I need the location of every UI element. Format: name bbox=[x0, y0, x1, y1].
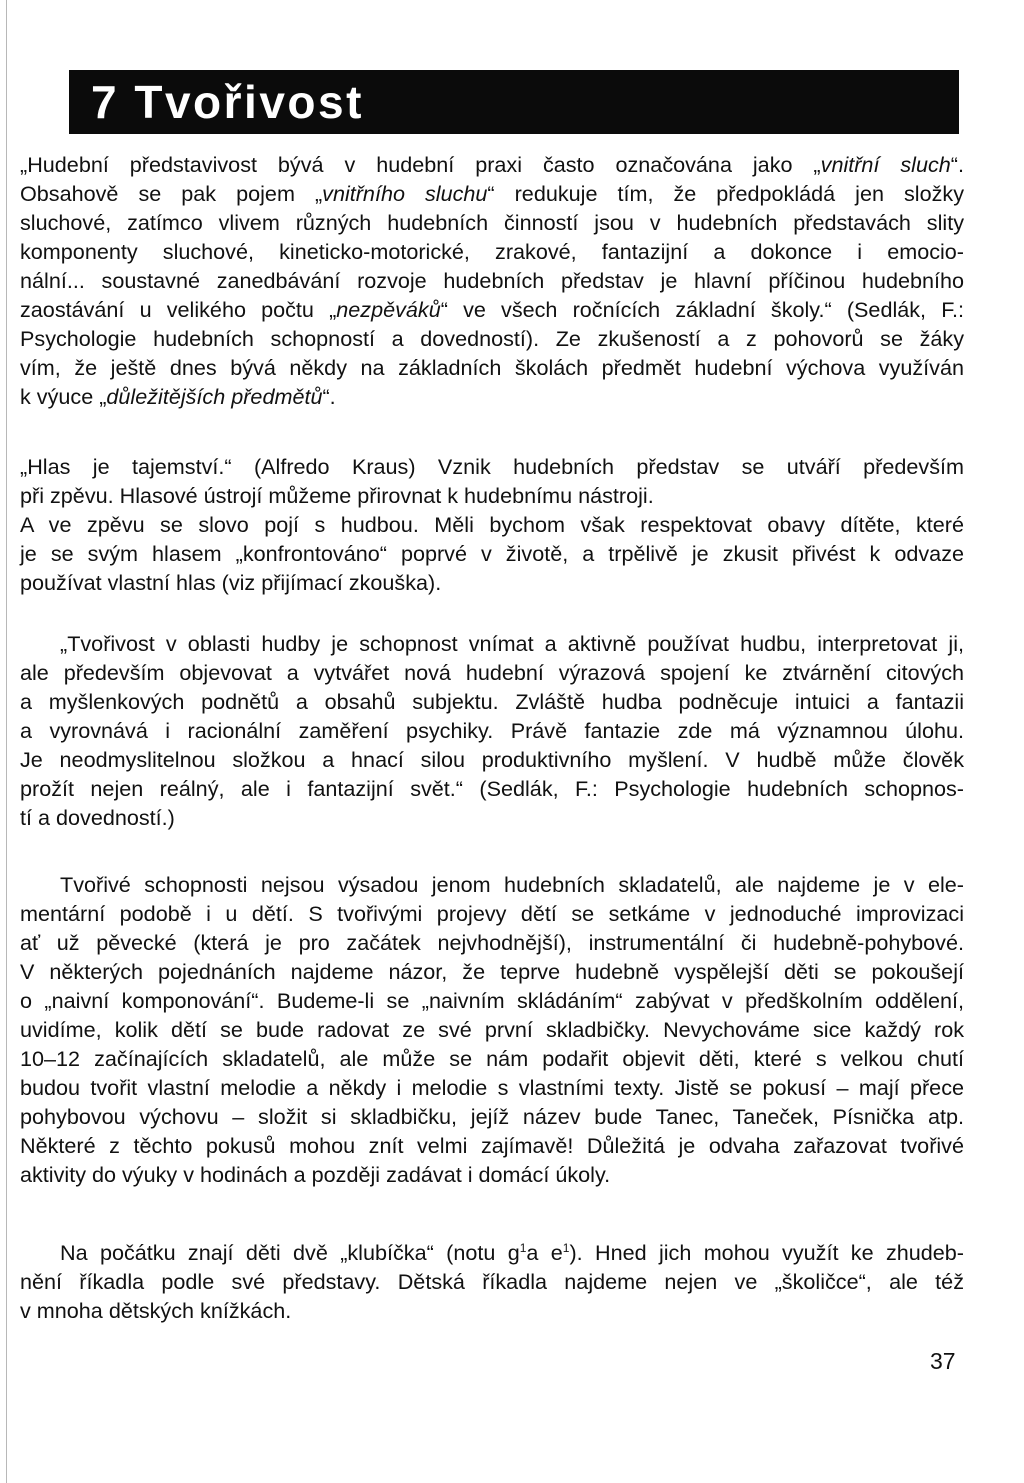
text-run: “. bbox=[322, 384, 336, 409]
paragraph-two-notes bbox=[20, 1238, 964, 1325]
text-line bbox=[20, 870, 964, 899]
text-line bbox=[20, 658, 964, 687]
text-run: sluchové, zatímco vlivem různých hudebních činností jsou v hudebních představách slity bbox=[20, 210, 964, 235]
text-line bbox=[20, 687, 964, 716]
text-run: v mnoha dětských knížkách. bbox=[20, 1298, 292, 1323]
emphasis-text: vnitřní sluch bbox=[820, 152, 951, 177]
text-line bbox=[20, 774, 964, 803]
text-run: nění říkadla podle své představy. Dětská říkadla najdeme nejen ve „školičce“, ale též bbox=[20, 1269, 964, 1294]
superscript: 1 bbox=[562, 1241, 570, 1255]
text-line bbox=[20, 1044, 964, 1073]
text-line bbox=[20, 237, 964, 266]
text-run: uvidíme, kolik dětí se bude radovat ze své první skladbičky. Nevychováme sice každý rok bbox=[20, 1017, 964, 1042]
text-run: je se svým hlasem „konfrontováno“ poprvé v životě, a trpělivě je zkusit přivést k odvaze bbox=[20, 541, 964, 566]
text-line bbox=[20, 539, 964, 568]
emphasis-text: nezpěváků bbox=[336, 297, 441, 322]
text-run: pohybovou výchovu – složit si skladbičku, jejíž název bude Tanec, Taneček, Písnička atp. bbox=[20, 1104, 964, 1129]
text-line bbox=[20, 179, 964, 208]
text-run: tí a dovedností.) bbox=[20, 805, 175, 830]
text-line bbox=[20, 510, 964, 539]
text-run: nální... soustavné zanedbávání rozvoje hudebních představ je hlavní příčinou hudebního bbox=[20, 268, 964, 293]
text-run: komponenty sluchové, kineticko-motorické, zrakové, fantazijní a dokonce i emocio- bbox=[20, 239, 964, 264]
text-line bbox=[20, 986, 964, 1015]
text-line bbox=[20, 1267, 964, 1296]
superscript: 1 bbox=[519, 1241, 527, 1255]
text-line bbox=[20, 324, 964, 353]
text-line bbox=[20, 353, 964, 382]
text-run: “. bbox=[950, 152, 964, 177]
chapter-heading bbox=[91, 74, 364, 130]
text-line bbox=[20, 716, 964, 745]
text-run: Obsahově se pak pojem „ bbox=[20, 181, 323, 206]
text-line bbox=[20, 899, 964, 928]
text-run: Tvořivé schopnosti nejsou výsadou jenom hudebních skladatelů, ale najdeme je v ele- bbox=[60, 872, 964, 897]
text-line bbox=[20, 1073, 964, 1102]
chapter-title: Tvořivost bbox=[134, 76, 364, 128]
chapter-banner bbox=[69, 70, 959, 134]
text-run: „Hudební představivost bývá v hudební praxi často označována jako „ bbox=[20, 152, 821, 177]
paragraph-inner-hearing-quote bbox=[20, 150, 964, 411]
paragraph-voice bbox=[20, 452, 964, 597]
text-line bbox=[20, 745, 964, 774]
text-line bbox=[20, 208, 964, 237]
text-line bbox=[20, 1102, 964, 1131]
text-line bbox=[20, 481, 964, 510]
text-run: Některé z těchto pokusů mohou znít velmi zajímavě! Důležitá je odvaha zařazovat tvořivé bbox=[20, 1133, 964, 1158]
text-line bbox=[20, 1296, 964, 1325]
text-run: a vyrovnává i racionální zaměření psychiky. Právě fantazie zde má významnou úlohu. bbox=[20, 718, 964, 743]
text-line bbox=[20, 150, 964, 179]
text-run: při zpěvu. Hlasové ústrojí můžeme přirovnat k hudebnímu nástroji. bbox=[20, 483, 654, 508]
text-run: “ ve všech ročnících základní školy.“ (Sedlák, F.: bbox=[440, 297, 964, 322]
text-run: ať už pěvecké (která je pro začátek nejvhodnější), instrumentální či hudebně-pohybové. bbox=[20, 930, 964, 955]
text-run: mentární podobě i u dětí. S tvořivými projevy dětí se setkáme v jednoduché improvizaci bbox=[20, 901, 964, 926]
text-run: prožít nejen reálný, ale i fantazijní svět.“ (Sedlák, F.: Psychologie hudebních schopnos- bbox=[20, 776, 964, 801]
text-run: vím, že ještě dnes bývá někdy na základních školách předmět hudební výchova využíván bbox=[20, 355, 964, 380]
text-line bbox=[20, 1015, 964, 1044]
text-run: A ve zpěvu se slovo pojí s hudbou. Měli bychom však respektovat obavy dítěte, které bbox=[20, 512, 964, 537]
text-line bbox=[20, 629, 964, 658]
text-line bbox=[20, 957, 964, 986]
text-run: a e bbox=[526, 1240, 563, 1265]
text-line bbox=[20, 382, 964, 411]
text-run: k výuce „ bbox=[20, 384, 107, 409]
text-line bbox=[20, 803, 964, 832]
scan-edge-line bbox=[6, 0, 7, 1483]
text-run: zaostávání u velikého počtu „ bbox=[20, 297, 337, 322]
text-run: „Hlas je tajemství.“ (Alfredo Kraus) Vznik hudebních představ se utváří především bbox=[20, 454, 964, 479]
text-line bbox=[20, 928, 964, 957]
text-run: 10–12 začínajících skladatelů, ale může se nám podařit objevit děti, které s velkou chutí bbox=[20, 1046, 964, 1071]
page-number: 37 bbox=[930, 1348, 956, 1374]
paragraph-creativity-quote bbox=[20, 629, 964, 832]
text-run: „Tvořivost v oblasti hudby je schopnost vnímat a aktivně používat hudbu, interpretovat ji, bbox=[60, 631, 964, 656]
text-run: Na počátku znají děti dvě „klubíčka“ (notu g bbox=[60, 1240, 520, 1265]
text-run: V některých pojednáních najdeme názor, že teprve hudebně vyspělejší děti se pokoušejí bbox=[20, 959, 964, 984]
chapter-number: 7 bbox=[91, 76, 120, 128]
paragraph-creative-abilities bbox=[20, 870, 964, 1189]
text-run: používat vlastní hlas (viz přijímací zkouška). bbox=[20, 570, 442, 595]
text-line bbox=[20, 295, 964, 324]
text-run: Je neodmyslitelnou složkou a hnací silou produktivního myšlení. V hudbě může člověk bbox=[20, 747, 964, 772]
text-run: budou tvořit vlastní melodie a někdy i melodie s vlastními texty. Jistě se pokusí – mají přece bbox=[20, 1075, 964, 1100]
text-run: a myšlenkových podnětů a obsahů subjektu. Zvláště hudba podněcuje intuici a fantazii bbox=[20, 689, 964, 714]
emphasis-text: vnitřního sluchu bbox=[322, 181, 488, 206]
text-run: aktivity do výuky v hodinách a později zadávat i domácí úkoly. bbox=[20, 1162, 611, 1187]
text-line bbox=[20, 568, 964, 597]
text-run: ale především objevovat a vytvářet nová hudební výrazová spojení ke ztvárnění citových bbox=[20, 660, 964, 685]
text-run: Psychologie hudebních schopností a dovedností). Ze zkušeností a z pohovorů se žáky bbox=[20, 326, 964, 351]
text-run: o „naivní komponování“. Budeme-li se „naivním skládáním“ zabývat v předškolním oddělení, bbox=[20, 988, 964, 1013]
emphasis-text: důležitějších předmětů bbox=[106, 384, 323, 409]
text-line bbox=[20, 1131, 964, 1160]
text-line bbox=[20, 266, 964, 295]
text-line bbox=[20, 1238, 964, 1267]
text-run: “ redukuje tím, že předpokládá jen složky bbox=[487, 181, 965, 206]
text-run: ). Hned jich mohou využít ke zhudeb- bbox=[569, 1240, 964, 1265]
text-line bbox=[20, 452, 964, 481]
text-line bbox=[20, 1160, 964, 1189]
